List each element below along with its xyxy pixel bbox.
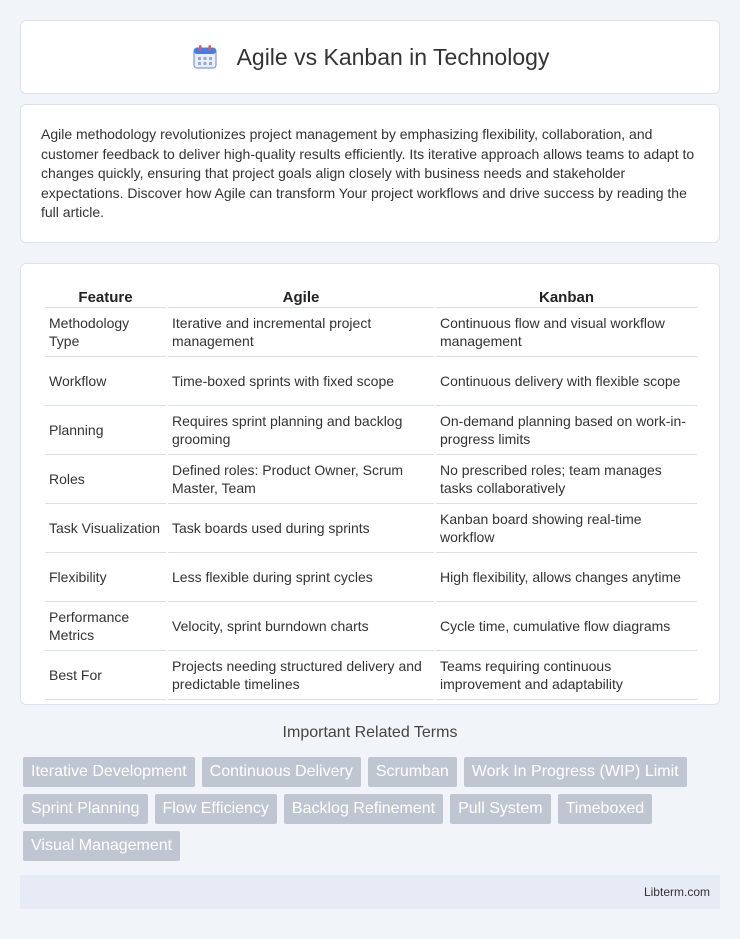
table-row (45, 504, 697, 553)
kanban-cell: Continuous delivery with flexible scope (436, 357, 697, 406)
agile-cell: Time-boxed sprints with fixed scope (168, 357, 434, 406)
table-row (45, 455, 697, 504)
kanban-cell: Teams requiring continuous improvement and adaptability (436, 651, 697, 700)
kanban-cell: High flexibility, allows changes anytime (436, 553, 697, 602)
agile-cell: Less flexible during sprint cycles (168, 553, 434, 602)
header-kanban: Kanban (436, 282, 697, 308)
table-row (45, 308, 697, 357)
kanban-cell: On-demand planning based on work-in-progress limits (436, 406, 697, 455)
table-row (45, 357, 697, 406)
kanban-cell: Continuous flow and visual workflow management (436, 308, 697, 357)
related-term-tag[interactable]: Flow Efficiency (155, 794, 277, 824)
feature-cell: Flexibility (45, 553, 166, 602)
related-term-tag[interactable]: Visual Management (23, 831, 180, 861)
feature-cell: Roles (45, 455, 166, 504)
agile-cell: Requires sprint planning and backlog grooming (168, 406, 434, 455)
related-term-tag[interactable]: Timeboxed (558, 794, 653, 824)
related-term-tag[interactable]: Work In Progress (WIP) Limit (464, 757, 687, 787)
table-header-row (45, 282, 697, 308)
related-term-tag[interactable]: Iterative Development (23, 757, 195, 787)
feature-cell: Best For (45, 651, 166, 700)
kanban-cell: Cycle time, cumulative flow diagrams (436, 602, 697, 651)
agile-cell: Task boards used during sprints (168, 504, 434, 553)
feature-cell: Methodology Type (45, 308, 166, 357)
page-title: Agile vs Kanban in Technology (236, 43, 550, 70)
intro-card (20, 104, 720, 243)
table-row (45, 651, 697, 700)
related-term-tag[interactable]: Scrumban (368, 757, 457, 787)
agile-cell: Iterative and incremental project management (168, 308, 434, 357)
agile-cell: Projects needing structured delivery and predictable timelines (168, 651, 434, 700)
calendar-icon (191, 43, 219, 71)
table-row (45, 602, 697, 651)
kanban-cell: No prescribed roles; team manages tasks collaboratively (436, 455, 697, 504)
feature-cell: Planning (45, 406, 166, 455)
comparison-table (43, 282, 699, 700)
footer (20, 875, 720, 909)
agile-cell: Defined roles: Product Owner, Scrum Master, Team (168, 455, 434, 504)
feature-cell: Workflow (45, 357, 166, 406)
header-agile: Agile (168, 282, 434, 308)
header-card (20, 20, 720, 94)
related-term-tag[interactable]: Sprint Planning (23, 794, 148, 824)
footer-site-link[interactable]: Libterm.com (643, 885, 710, 899)
table-row (45, 553, 697, 602)
agile-cell: Velocity, sprint burndown charts (168, 602, 434, 651)
intro-text: Agile methodology revolutionizes project management by emphasizing flexibility, collaboration, and customer feedback to deliver high-quality results efficiently. Its iterative approach allows teams to adapt to changes quickly, ensuring that project goals align closely with business needs and stakeholder expectations. Discover how Agile can transform Your project workflows and drive success by reading the full article. (41, 126, 695, 220)
feature-cell: Performance Metrics (45, 602, 166, 651)
related-terms-list (23, 757, 723, 868)
comparison-card (20, 263, 720, 705)
header-feature: Feature (45, 282, 166, 308)
kanban-cell: Kanban board showing real-time workflow (436, 504, 697, 553)
feature-cell: Task Visualization (45, 504, 166, 553)
related-terms-title: Important Related Terms (282, 724, 458, 741)
table-row (45, 406, 697, 455)
related-term-tag[interactable]: Pull System (450, 794, 550, 824)
related-term-tag[interactable]: Continuous Delivery (202, 757, 361, 787)
related-term-tag[interactable]: Backlog Refinement (284, 794, 443, 824)
